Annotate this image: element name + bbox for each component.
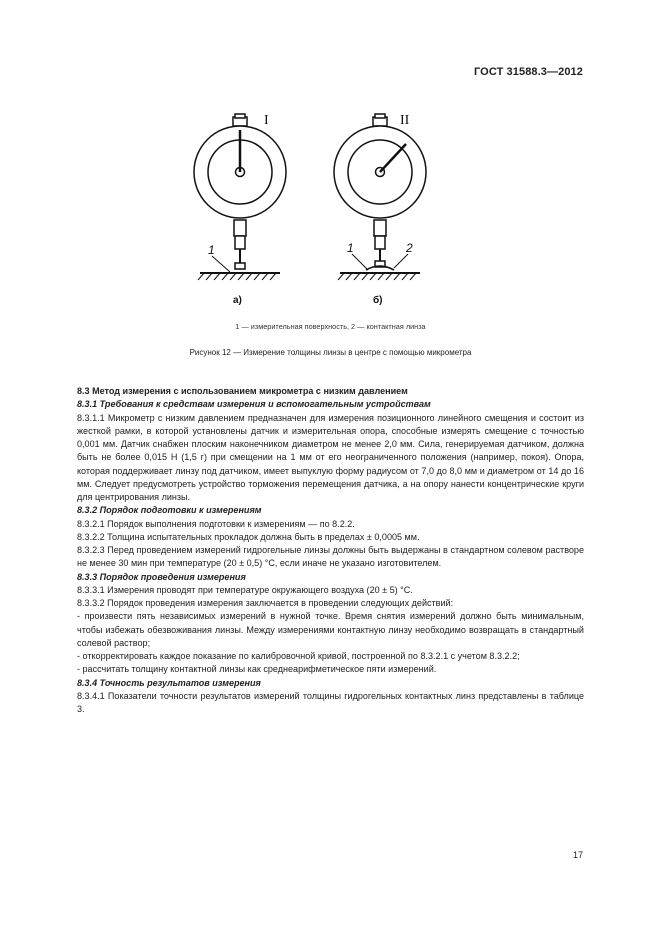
figure-legend: 1 — измерительная поверхность, 2 — контактная линза: [235, 322, 426, 331]
section-heading: 8.3 Метод измерения с использованием микрометра с низким давлением: [77, 386, 408, 396]
list-item-bullet-3: - рассчитать толщину контактной линзы как среднеарифметическое пяти измерений.: [77, 664, 437, 675]
paragraph-8341: 8.3.4.1 Показатели точности результатов измерений толщины гидрогельных контактных линз представлены в таблице 3.: [77, 690, 584, 714]
subfigure-a-label: а): [233, 295, 242, 306]
paragraph-8331: 8.3.3.1 Измерения проводят при температуре окружающего воздуха (20 ± 5) °С.: [77, 584, 413, 595]
ground-hatching-two: [338, 273, 416, 280]
standard-header: ГОСТ 31588.3—2012: [473, 66, 583, 78]
subsection-heading-831: 8.3.1 Требования к средствам измерения и вспомогательным устройствам: [77, 399, 431, 410]
subfigure-b-label: б): [373, 295, 383, 306]
subsection-heading-834: 8.3.4 Точность результатов измерения: [77, 677, 261, 688]
list-item-bullet-1: - произвести пять независимых измерений в нужной точке. Время снятия измерений должно быть минимальным, чтобы избежать обезвоживания линзы. Между измерениями контактную линзу необходимо возвращать в стандартный солевой раствор;: [77, 611, 584, 648]
paragraph-8322: 8.3.2.2 Толщина испытательных прокладок должна быть в пределах ± 0,0005 мм.: [77, 531, 420, 542]
ground-hatching-one: [198, 273, 276, 280]
callout-line-three: [394, 254, 408, 268]
callout-line-one: [212, 256, 230, 272]
paragraph-8321: 8.3.2.1 Порядок выполнения подготовки к измерениям — по 8.2.2.: [77, 518, 355, 529]
callout-2: 2: [406, 241, 413, 255]
paragraph-8323: 8.3.2.3 Перед проведением измерений гидрогельные линзы должны быть выдержаны в стандартном солевом растворе не менее 30 мин при температуре (20 ± 0,5) °С, если иначе не указано изготовителем.: [77, 545, 584, 569]
callout-1a: 1: [208, 243, 215, 257]
callout-line-two: [352, 254, 368, 270]
micrometer-figure: [190, 108, 450, 308]
paragraph-8332: 8.3.3.2 Порядок проведения измерения заключается в проведении следующих действий:: [77, 598, 454, 608]
paragraph-8311: 8.3.1.1 Микрометр с низким давлением предназначен для измерения позиционного линейного смещения и состоит из жесткой рамки, в которой установлены датчик и измерительная опора, способные измерять смещение с точностью 0,001 мм. Датчик снабжен плоским наконечником диаметром не менее 2,0 мм. Сила, генерируемая датчиком, должна быть не более 0,015 Н (1,5 г) при смещении на 1 мм от его неограниченного положения (например, покоя). Опора, которая поддерживает линзу под датчиком, имеет выпуклую форму радиусом от 7,0 до 8,0 мм и диаметром от 14 до 16 мм. Следует предусмотреть устройство торможения перемещения датчика, а на опору нанести концентрические круги для центрирования линзы.: [77, 412, 584, 502]
dial-one-label: I: [264, 113, 269, 128]
page-number: 17: [572, 850, 583, 860]
callout-1b: 1: [347, 241, 354, 255]
figure-caption: Рисунок 12 — Измерение толщины линзы в центре с помощью микрометра: [189, 348, 472, 357]
section-content: [77, 385, 584, 716]
dial-two-label: II: [400, 113, 410, 128]
list-item-bullet-2: - откорректировать каждое показание по калибровочной кривой, построенной по 8.3.2.1 с учетом 8.3.2.2;: [77, 651, 520, 661]
subsection-heading-832: 8.3.2 Порядок подготовки к измерениям: [77, 505, 262, 516]
subsection-heading-833: 8.3.3 Порядок проведения измерения: [77, 571, 246, 582]
